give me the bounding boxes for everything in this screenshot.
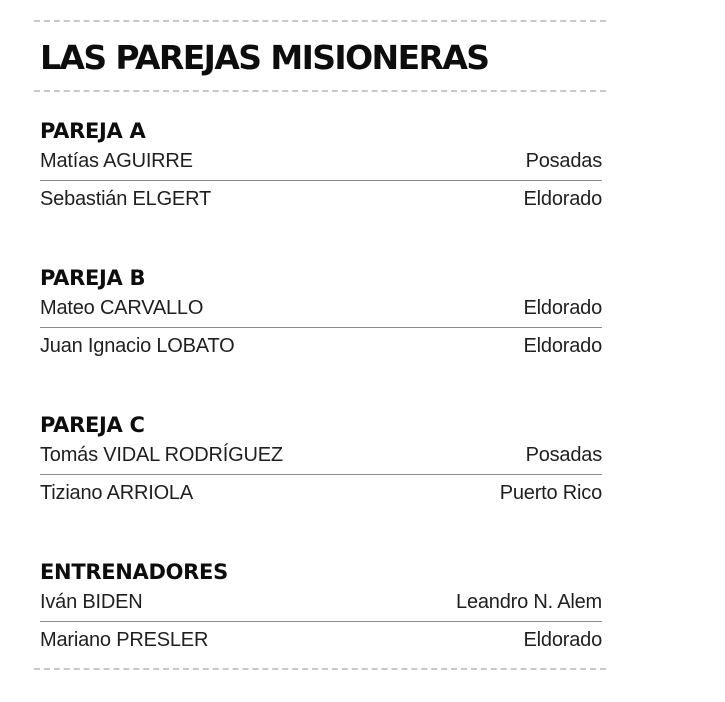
roster-card	[34, 20, 606, 670]
bottom-dashed-divider	[34, 668, 606, 670]
roster-row	[40, 622, 602, 658]
player-city: Puerto Rico	[499, 482, 602, 504]
roster-row	[40, 475, 602, 511]
page-title: LAS PAREJAS MISIONERAS	[40, 38, 489, 77]
player-city: Eldorado	[523, 188, 602, 210]
player-name: Juan Ignacio LOBATO	[40, 335, 235, 357]
section-pareja-a	[34, 116, 606, 217]
section-entrenadores	[34, 557, 606, 658]
player-name: Tiziano ARRIOLA	[40, 482, 193, 504]
player-city: Eldorado	[523, 297, 602, 319]
section-heading: PAREJA B	[40, 266, 146, 290]
section-heading: PAREJA C	[40, 413, 145, 437]
roster-row	[40, 328, 602, 364]
player-city: Posadas	[525, 444, 602, 466]
section-pareja-b	[34, 263, 606, 364]
coach-name: Iván BIDEN	[40, 591, 143, 613]
coach-city: Eldorado	[523, 629, 602, 651]
roster-row	[40, 146, 602, 181]
player-name: Mateo CARVALLO	[40, 297, 204, 319]
section-heading: PAREJA A	[40, 119, 146, 143]
player-name: Sebastián ELGERT	[40, 188, 211, 210]
player-name: Tomás VIDAL RODRÍGUEZ	[40, 444, 283, 466]
title-dashed-divider	[34, 90, 606, 92]
player-city: Posadas	[525, 150, 602, 172]
roster-row	[40, 440, 602, 475]
player-city: Eldorado	[523, 335, 602, 357]
coach-name: Mariano PRESLER	[40, 629, 209, 651]
section-heading: ENTRENADORES	[40, 560, 228, 584]
player-name: Matías AGUIRRE	[40, 150, 193, 172]
roster-row	[40, 293, 602, 328]
roster-row	[40, 181, 602, 217]
roster-row	[40, 587, 602, 622]
coach-city: Leandro N. Alem	[456, 591, 602, 613]
section-pareja-c	[34, 410, 606, 511]
